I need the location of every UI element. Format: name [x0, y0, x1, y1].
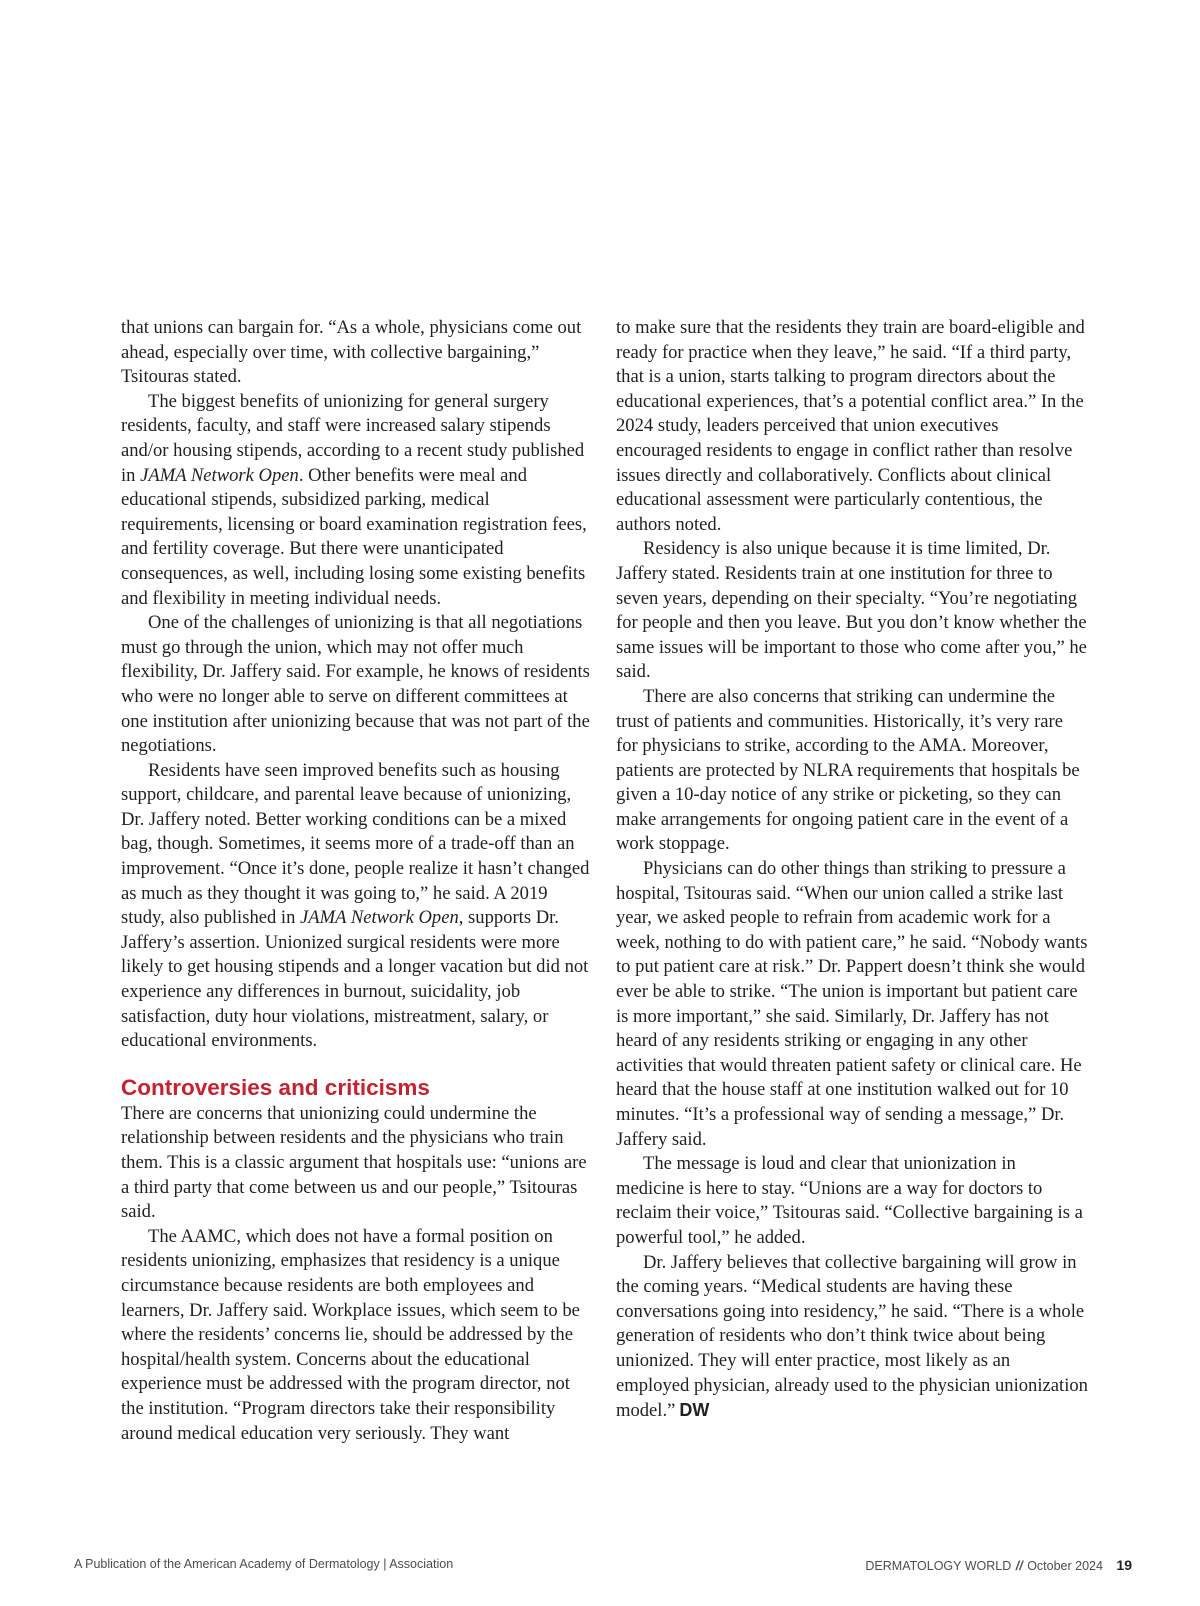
magazine-name: DERMATOLOGY WORLD — [865, 1559, 1012, 1573]
article-column-right — [616, 316, 1088, 1424]
paragraph-text: . Other benefits were meal and educational stipends, subsidized parking, medical requirements, licensing or board examination registration fees, and fertility coverage. But there were unanticipated consequences, as well, including losing some existing benefits and flexibility in meeting individual needs. — [121, 464, 587, 609]
paragraph: There are concerns that unionizing could undermine the relationship between residents and the physicians who train them. This is a classic argument that hospitals use: “unions are a third party that come between us and our people,” Tsitouras said. — [121, 1102, 587, 1223]
paragraph-text: Residents have seen improved benefits such as housing support, childcare, and parental leave because of unionizing, Dr. Jaffery noted. Better working conditions can be a mixed bag, though. Sometimes, it seems more of a trade-off than an improvement. “Once it’s done, people realize it hasn’t changed as much as they thought it was going to,” he said. A 2019 study, also published in — [121, 759, 590, 929]
paragraph — [121, 759, 591, 1054]
paragraph: to make sure that the residents they train are board-eligible and ready for practice when they leave,” he said. “If a third party, that is a union, starts talking to program directors about the educational experiences, that’s a potential conflict area.” In the 2024 study, leaders perceived that union executives encouraged residents to engage in conflict rather than resolve issues directly and collaboratively. Conflicts about clinical educational assessment were particularly contentious, the authors noted. — [616, 317, 1085, 535]
article-column-left — [121, 316, 591, 1446]
section-heading: Controversies and criticisms — [121, 1074, 430, 1100]
page-number: 19 — [1116, 1557, 1132, 1573]
paragraph: The message is loud and clear that unionization in medicine is here to stay. “Unions are a way for doctors to reclaim their voice,” Tsitouras said. “Collective bargaining is a powerful tool,” he added. — [616, 1153, 1083, 1248]
footer-separator: // — [1015, 1559, 1023, 1573]
issue-date: October 2024 — [1027, 1559, 1103, 1573]
footer-publication-credit: A Publication of the American Academy of Dermatology | Association — [74, 1557, 454, 1571]
paragraph: that unions can bargain for. “As a whole, physicians come out ahead, especially over time, with collective bargaining,” Tsitouras stated. — [121, 317, 582, 388]
journal-title: JAMA Network Open — [140, 464, 299, 486]
paragraph: Residency is also unique because it is time limited, Dr. Jaffery stated. Residents train at one institution for three to seven years, depending on their specialty. “You’re negotiating for people and then you leave. But you don’t know whether the same issues will be important to those who come after you,” he said. — [616, 538, 1087, 683]
paragraph-text: , supports Dr. Jaffery’s assertion. Unionized surgical residents were more likely to get housing stipends and a longer vacation but did not experience any differences in burnout, suicidality, job satisfaction, duty hour violations, mistreatment, salary, or educational environments. — [121, 907, 589, 1052]
footer-issue-info — [865, 1557, 1132, 1573]
paragraph-text: Dr. Jaffery believes that collective bargaining will grow in the coming years. “Medical students are having these conversations going into residency,” he said. “There is a whole generation of residents who don’t think twice about being unionized. They will enter practice, most likely as an employed physician, already used to the physician unionization model.” — [616, 1251, 1088, 1422]
paragraph — [616, 1251, 1088, 1424]
paragraph-text: The biggest benefits of unionizing for general surgery residents, faculty, and staff were increased salary stipends and/or housing stipends, according to a recent study published in — [121, 390, 585, 486]
paragraph — [121, 390, 591, 611]
paragraph: The AAMC, which does not have a formal position on residents unionizing, emphasizes that residency is a unique circumstance because residents are both employees and learners, Dr. Jaffery said. Workplace issues, which seem to be where the residents’ concerns lie, should be addressed by the hospital/health system. Concerns about the educational experience must be addressed with the program director, not the institution. “Program directors take their responsibility around medical education very seriously. They want — [121, 1225, 580, 1444]
paragraph: There are also concerns that striking can undermine the trust of patients and communities. Historically, it’s very rare for physicians to strike, according to the AMA. Moreover, patients are protected by NLRA requirements that hospitals be given a 10-day notice of any strike or picketing, so they can make arrangements for ongoing patient care in the event of a work stoppage. — [616, 685, 1080, 855]
journal-title: JAMA Network Open — [300, 907, 459, 929]
end-signoff-mark: DW — [679, 1400, 710, 1421]
paragraph: One of the challenges of unionizing is that all negotiations must go through the union, which may not offer much flexibility, Dr. Jaffery said. For example, he knows of residents who were no longer able to serve on different committees at one institution after unionizing because that was not part of the negotiations. — [121, 612, 590, 757]
paragraph: Physicians can do other things than striking to pressure a hospital, Tsitouras said. “When our union called a strike last year, we asked people to refrain from academic work for a week, nothing to do with patient care,” he said. “Nobody wants to put patient care at risk.” Dr. Pappert doesn’t think she would ever be able to strike. “The union is important but patient care is more important,” she said. Similarly, Dr. Jaffery has not heard of any residents striking or engaging in any other activities that would threaten patient safety or clinical care. He heard that the house staff at one institution walked out for 10 minutes. “It’s a professional way of sending a message,” Dr. Jaffery said. — [616, 858, 1088, 1150]
